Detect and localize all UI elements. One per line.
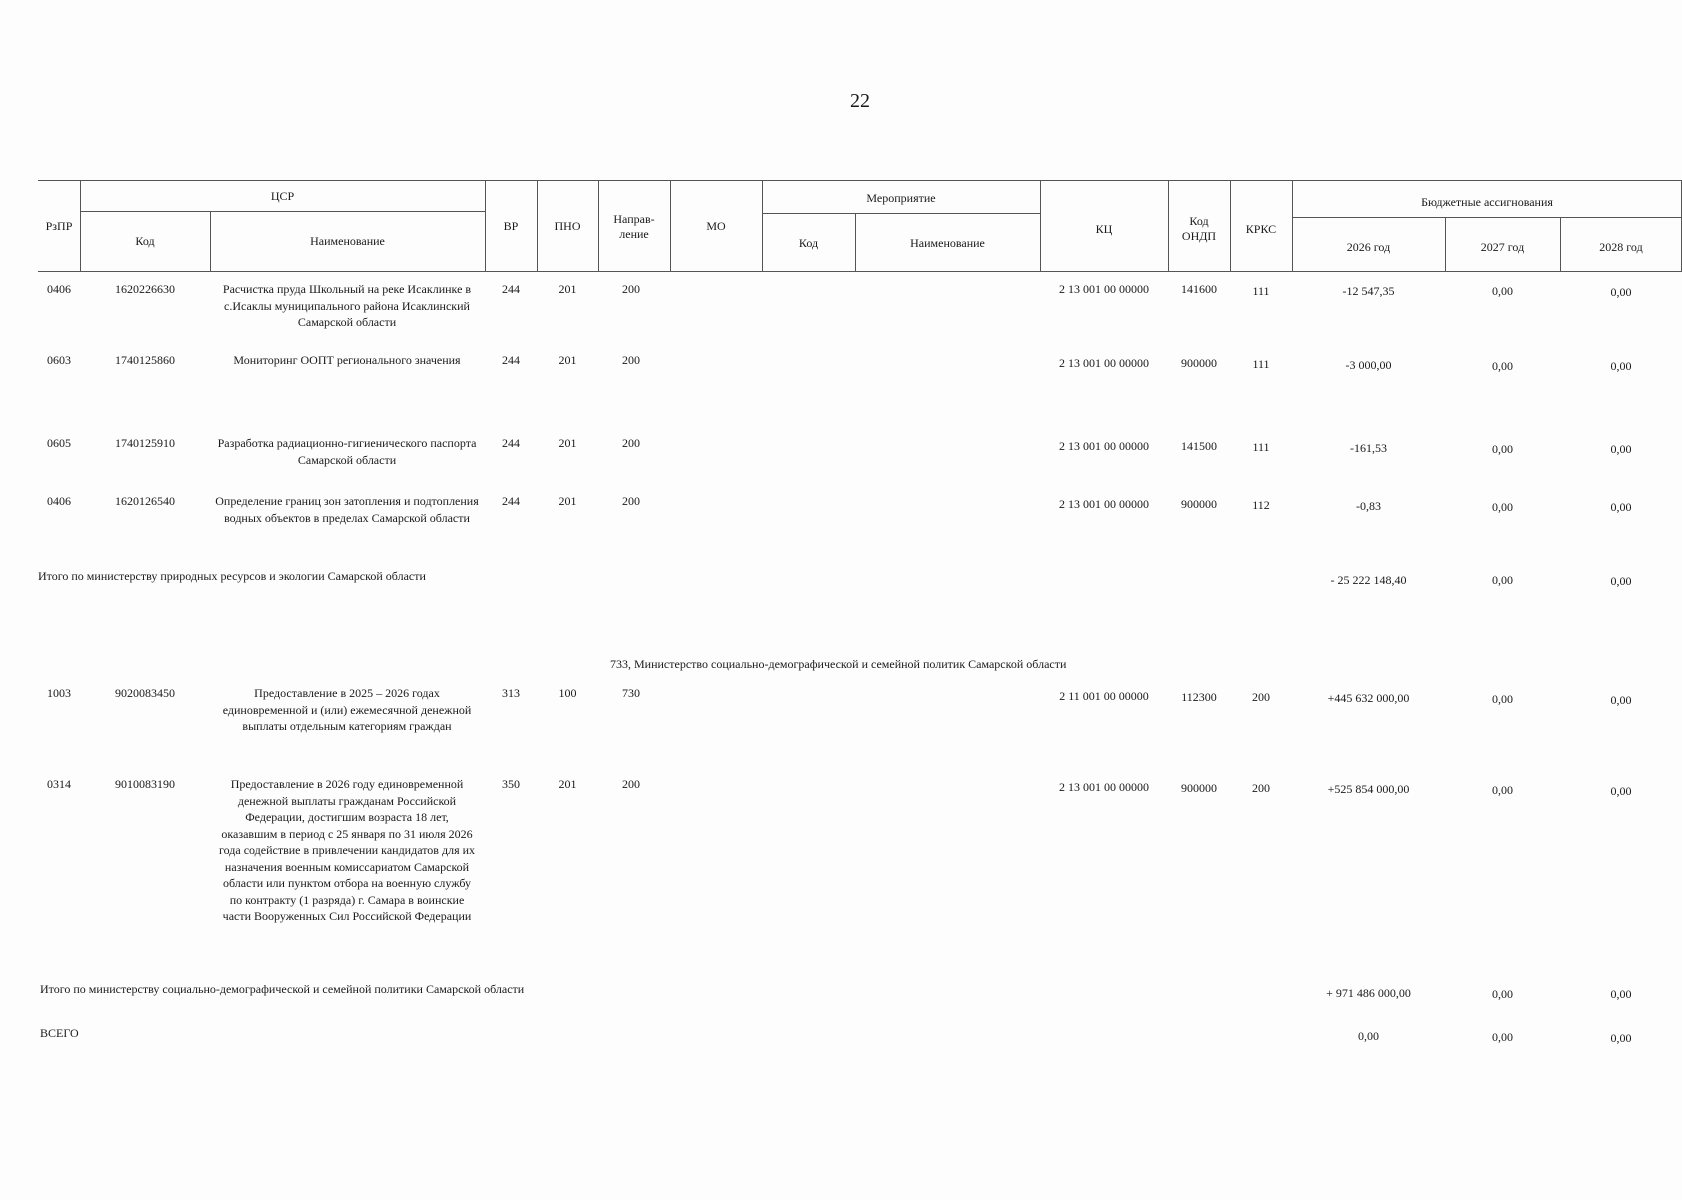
header-event: Мероприятие: [866, 191, 936, 205]
header-csr-code: Код: [135, 234, 155, 248]
cell-vr: 244: [502, 436, 520, 450]
cell-2027: 0,00: [1492, 359, 1513, 373]
cell-2027: 0,00: [1492, 284, 1513, 298]
cell-vr: 244: [502, 282, 520, 296]
section-title: 733, Министерство социально-демографической и семейной политик Самарской области: [610, 657, 1067, 671]
cell-2028: 0,00: [1610, 285, 1632, 299]
cell-code: 9020083450: [115, 686, 175, 700]
cell-2028: 0,00: [1610, 500, 1632, 514]
cell-kc: 2 13 001 00 00000: [1059, 439, 1149, 453]
cell-napr: 730: [622, 686, 640, 700]
cell-ondp: 900000: [1181, 356, 1217, 370]
header-bottom-line: [38, 271, 1682, 272]
cell-pno: 201: [558, 353, 577, 367]
cell-krks: 200: [1252, 781, 1270, 795]
cell-pno: 100: [558, 686, 577, 700]
cell-2026: +525 854 000,00: [1327, 782, 1410, 796]
cell-rzpr: 0603: [47, 353, 71, 367]
cell-2027: 0,00: [1492, 500, 1513, 514]
header-2028: 2028 год: [1599, 240, 1643, 254]
cell-pno: 201: [558, 777, 577, 791]
cell-krks: 111: [1252, 440, 1270, 454]
header-2026: 2026 год: [1346, 240, 1391, 254]
cell-rzpr: 0605: [47, 436, 71, 450]
cell-pno: 201: [558, 282, 577, 296]
event-sub-line: [762, 213, 1040, 214]
cell-name: Мониторинг ООПТ регионального значения: [233, 353, 461, 367]
cell-vr: 244: [502, 494, 520, 508]
subtotal-2026: + 971 486 000,00: [1326, 986, 1411, 1000]
cell-2028: 0,00: [1610, 359, 1632, 373]
cell-2028: 0,00: [1610, 693, 1632, 707]
cell-napr: 200: [622, 282, 640, 296]
cell-2027: 0,00: [1492, 692, 1513, 706]
cell-vr: 350: [502, 777, 520, 791]
vsep: [1292, 180, 1293, 272]
cell-kc: 2 11 001 00 00000: [1059, 689, 1149, 703]
cell-name: Предоставление в 2026 году единовременной денежной выплаты гражданам Российской Федерации, достигшим возраста 18 лет, оказавшим в период с 25 января по 31 июля 2026 года содействие в привлечении кандидатов для их назначения военным комиссариатом Самарской области или пунктом отбора на военную службу по контракту (1 разряда) г. Самара в воинские части Вооруженных Сил Российской Федерации: [218, 777, 476, 923]
cell-2027: 0,00: [1492, 442, 1513, 456]
cell-code: 9010083190: [115, 777, 175, 791]
cell-code: 1740125910: [115, 436, 175, 450]
cell-napr: 200: [622, 353, 640, 367]
cell-rzpr: 1003: [47, 686, 71, 700]
cell-2028: 0,00: [1610, 784, 1632, 798]
header-top-line: [38, 180, 1682, 181]
cell-2027: 0,00: [1492, 783, 1513, 797]
cell-2026: -3 000,00: [1345, 358, 1392, 372]
total-2026: 0,00: [1358, 1029, 1379, 1043]
cell-pno: 201: [558, 436, 577, 450]
cell-code: 1620226630: [115, 282, 175, 296]
header-csr: ЦСР: [270, 189, 295, 203]
cell-2026: +445 632 000,00: [1327, 691, 1410, 705]
cell-2026: -0,83: [1356, 499, 1381, 513]
subtotal-2028: 0,00: [1610, 987, 1632, 1001]
cell-ondp: 141500: [1181, 439, 1217, 453]
total-2027: 0,00: [1492, 1030, 1513, 1044]
cell-name: Определение границ зон затопления и подтопления водных объектов в пределах Самарской области: [215, 494, 479, 525]
cell-rzpr: 0406: [47, 282, 71, 296]
header-ondp: Код ОНДП: [1181, 214, 1217, 243]
header-mo: МО: [706, 219, 726, 233]
header-event-name: Наименование: [910, 236, 985, 250]
subtotal-label: Итого по министерству природных ресурсов и экологии Самарской области: [38, 569, 426, 583]
cell-napr: 200: [622, 436, 640, 450]
cell-vr: 313: [502, 686, 520, 700]
total-2028: 0,00: [1610, 1031, 1632, 1045]
cell-name: Разработка радиационно-гигиенического паспорта Самарской области: [217, 436, 477, 467]
cell-vr: 244: [502, 353, 520, 367]
total-label: ВСЕГО: [40, 1026, 79, 1040]
budget-sub-line: [1292, 217, 1682, 218]
cell-ondp: 112300: [1181, 690, 1217, 704]
cell-rzpr: 0406: [47, 494, 71, 508]
cell-kc: 2 13 001 00 00000: [1059, 497, 1149, 511]
cell-ondp: 900000: [1181, 781, 1217, 795]
cell-code: 1740125860: [115, 353, 175, 367]
header-csr-name: Наименование: [310, 234, 385, 248]
csr-sub-line: [80, 211, 485, 212]
cell-pno: 201: [558, 494, 577, 508]
cell-krks: 112: [1252, 498, 1270, 512]
subtotal-2027: 0,00: [1492, 987, 1513, 1001]
cell-krks: 200: [1252, 690, 1270, 704]
page-number: 22: [850, 90, 870, 112]
header-event-code: Код: [798, 236, 819, 250]
subtotal-2027: 0,00: [1492, 573, 1513, 587]
header-rzpr: РзПР: [45, 219, 73, 233]
cell-kc: 2 13 001 00 00000: [1059, 356, 1149, 370]
header-pno: ПНО: [554, 219, 581, 233]
cell-2026: -12 547,35: [1342, 284, 1395, 298]
cell-ondp: 900000: [1181, 497, 1217, 511]
subtotal-2028: 0,00: [1610, 574, 1632, 588]
cell-kc: 2 13 001 00 00000: [1059, 282, 1149, 296]
header-kc: КЦ: [1095, 222, 1113, 236]
cell-name: Расчистка пруда Школьный на реке Исаклинке в с.Исаклы муниципального района Исаклинский Самарской области: [222, 282, 472, 329]
cell-code: 1620126540: [115, 494, 175, 508]
header-krks: КРКС: [1245, 222, 1277, 236]
cell-napr: 200: [622, 494, 640, 508]
cell-ondp: 141600: [1181, 282, 1217, 296]
cell-kc: 2 13 001 00 00000: [1059, 780, 1149, 794]
cell-name: Предоставление в 2025 – 2026 годах единовременной и (или) ежемесячной денежной выплаты отдельным категориям граждан: [222, 686, 472, 733]
cell-2026: -161,53: [1350, 441, 1387, 455]
subtotal-label: Итого по министерству социально-демографической и семейной политики Самарской области: [40, 982, 525, 996]
cell-krks: 111: [1252, 284, 1270, 298]
cell-napr: 200: [622, 777, 640, 791]
header-vr: ВР: [503, 219, 519, 233]
header-budget: Бюджетные ассигнования: [1421, 195, 1553, 209]
header-napr: Направ- ление: [613, 212, 655, 241]
subtotal-2026: - 25 222 148,40: [1330, 573, 1407, 587]
header-2027: 2027 год: [1480, 240, 1525, 254]
cell-rzpr: 0314: [47, 777, 71, 791]
cell-krks: 111: [1252, 357, 1270, 371]
cell-2028: 0,00: [1610, 442, 1632, 456]
